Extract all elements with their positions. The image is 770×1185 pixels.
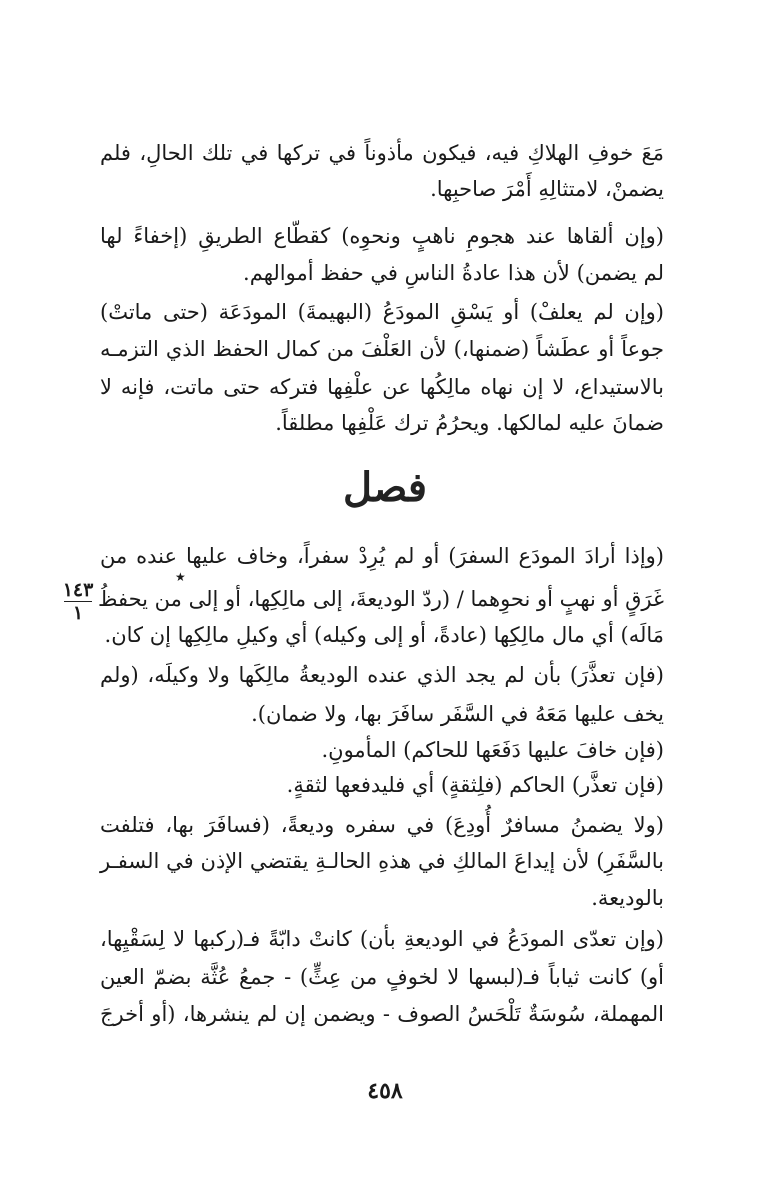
- text-line: (فإن تعذَّر) الحاكم (فلِثقةٍ) أي فليدفعها لثقةٍ.: [286, 773, 664, 797]
- section-heading: [0, 452, 770, 522]
- text-line: (وإذا أرادَ المودَع السفرَ) أو لم يُرِدْ سفراً، وخاف عليها عنده من: [100, 544, 664, 568]
- text-line: يخف عليها مَعَهُ في السَّفَر سافَرَ بها، ولا ضمان).: [251, 702, 664, 726]
- text-line: أو) كانت ثياباً فـ(لبسها لا لخوفٍ من عِثٍّ) - جمعُ عُثَّة بضمّ العين: [100, 965, 664, 989]
- text-line: مَعَ خوفِ الهلاكِ فيه، فيكون مأذوناً في تركها في تلك الحالِ، فلم: [100, 141, 664, 165]
- text-line: (وإن ألقاها عند هجومِ ناهبٍ ونحوِه) كقطّاع الطريقِ (إخفاءً لها: [100, 224, 664, 248]
- text-line: لم يضمن) لأن هذا عادةُ الناسِ في حفظ أموالهم.: [243, 261, 664, 285]
- text-line: جوعاً أو عطَشاً (ضمنها،) لأن العَلْفَ من كمال الحفظ الذي التزمـه: [100, 337, 664, 361]
- page-number: ٤٥٨: [367, 1078, 403, 1104]
- text-line: (وإن تعدّى المودَعُ في الوديعةِ بأن) كانتْ دابّةً فـ(ركبها لا لِسَقْيِها،: [100, 927, 664, 951]
- text-line: ضمانَ عليه لمالكها. ويحرُمُ ترك عَلْفِها مطلقاً.: [275, 411, 664, 435]
- text-line: بالوديعة.: [591, 886, 664, 910]
- margin-reference: [58, 580, 98, 623]
- text-line: (فإن تعذَّرَ) بأن لم يجد الذي عنده الوديعةُ مالِكَها ولا وكيلَه، (ولم: [100, 663, 664, 687]
- text-line: بالاستيداع، لا إن نهاه مالِكُها عن علْفِها فتركه حتى ماتت، فإنه لا: [100, 375, 664, 399]
- marker-star-icon: ★: [175, 570, 186, 584]
- text-line: يضمنْ، لامتثالِهِ أَمْرَ صاحبِها.: [430, 177, 664, 201]
- section-heading-text: فصل: [342, 463, 428, 511]
- text-line: المهملة، سُوسَةٌ تَلْحَسُ الصوف - ويضمن إن لم ينشرها، (أو أخرجَ: [100, 1002, 664, 1026]
- text-line: (ولا يضمنُ مسافرٌ أُودِعَ) في سفره وديعةً، (فسافَرَ بها، فتلفت: [100, 813, 664, 837]
- margin-reference-bottom: ١: [72, 602, 84, 624]
- text-line: غَرَقٍ أو نهبٍ أو نحوِهما / (ردّ الوديعةَ، إلى مالِكِها، أو إلى من يحفظُ: [98, 587, 664, 611]
- text-line: (وإن لم يعلفْ) أو يَسْقِ المودَعُ (البهيمةَ) المودَعَة (حتى ماتتْ): [100, 300, 664, 324]
- text-line: (فإن خافَ عليها دَفَعَها للحاكم) المأمونِ.: [321, 738, 664, 762]
- text-line: بالسَّفَرِ) لأن إيداعَ المالكِ في هذهِ الحالـةِ يقتضي الإذن في السفـر: [100, 849, 664, 873]
- text-line: مَالَه) أي مال مالِكِها (عادةً، أو إلى وكيله) أي وكيلِ مالِكِها إن كان.: [104, 623, 664, 647]
- margin-reference-top: ١٤٣: [62, 579, 94, 601]
